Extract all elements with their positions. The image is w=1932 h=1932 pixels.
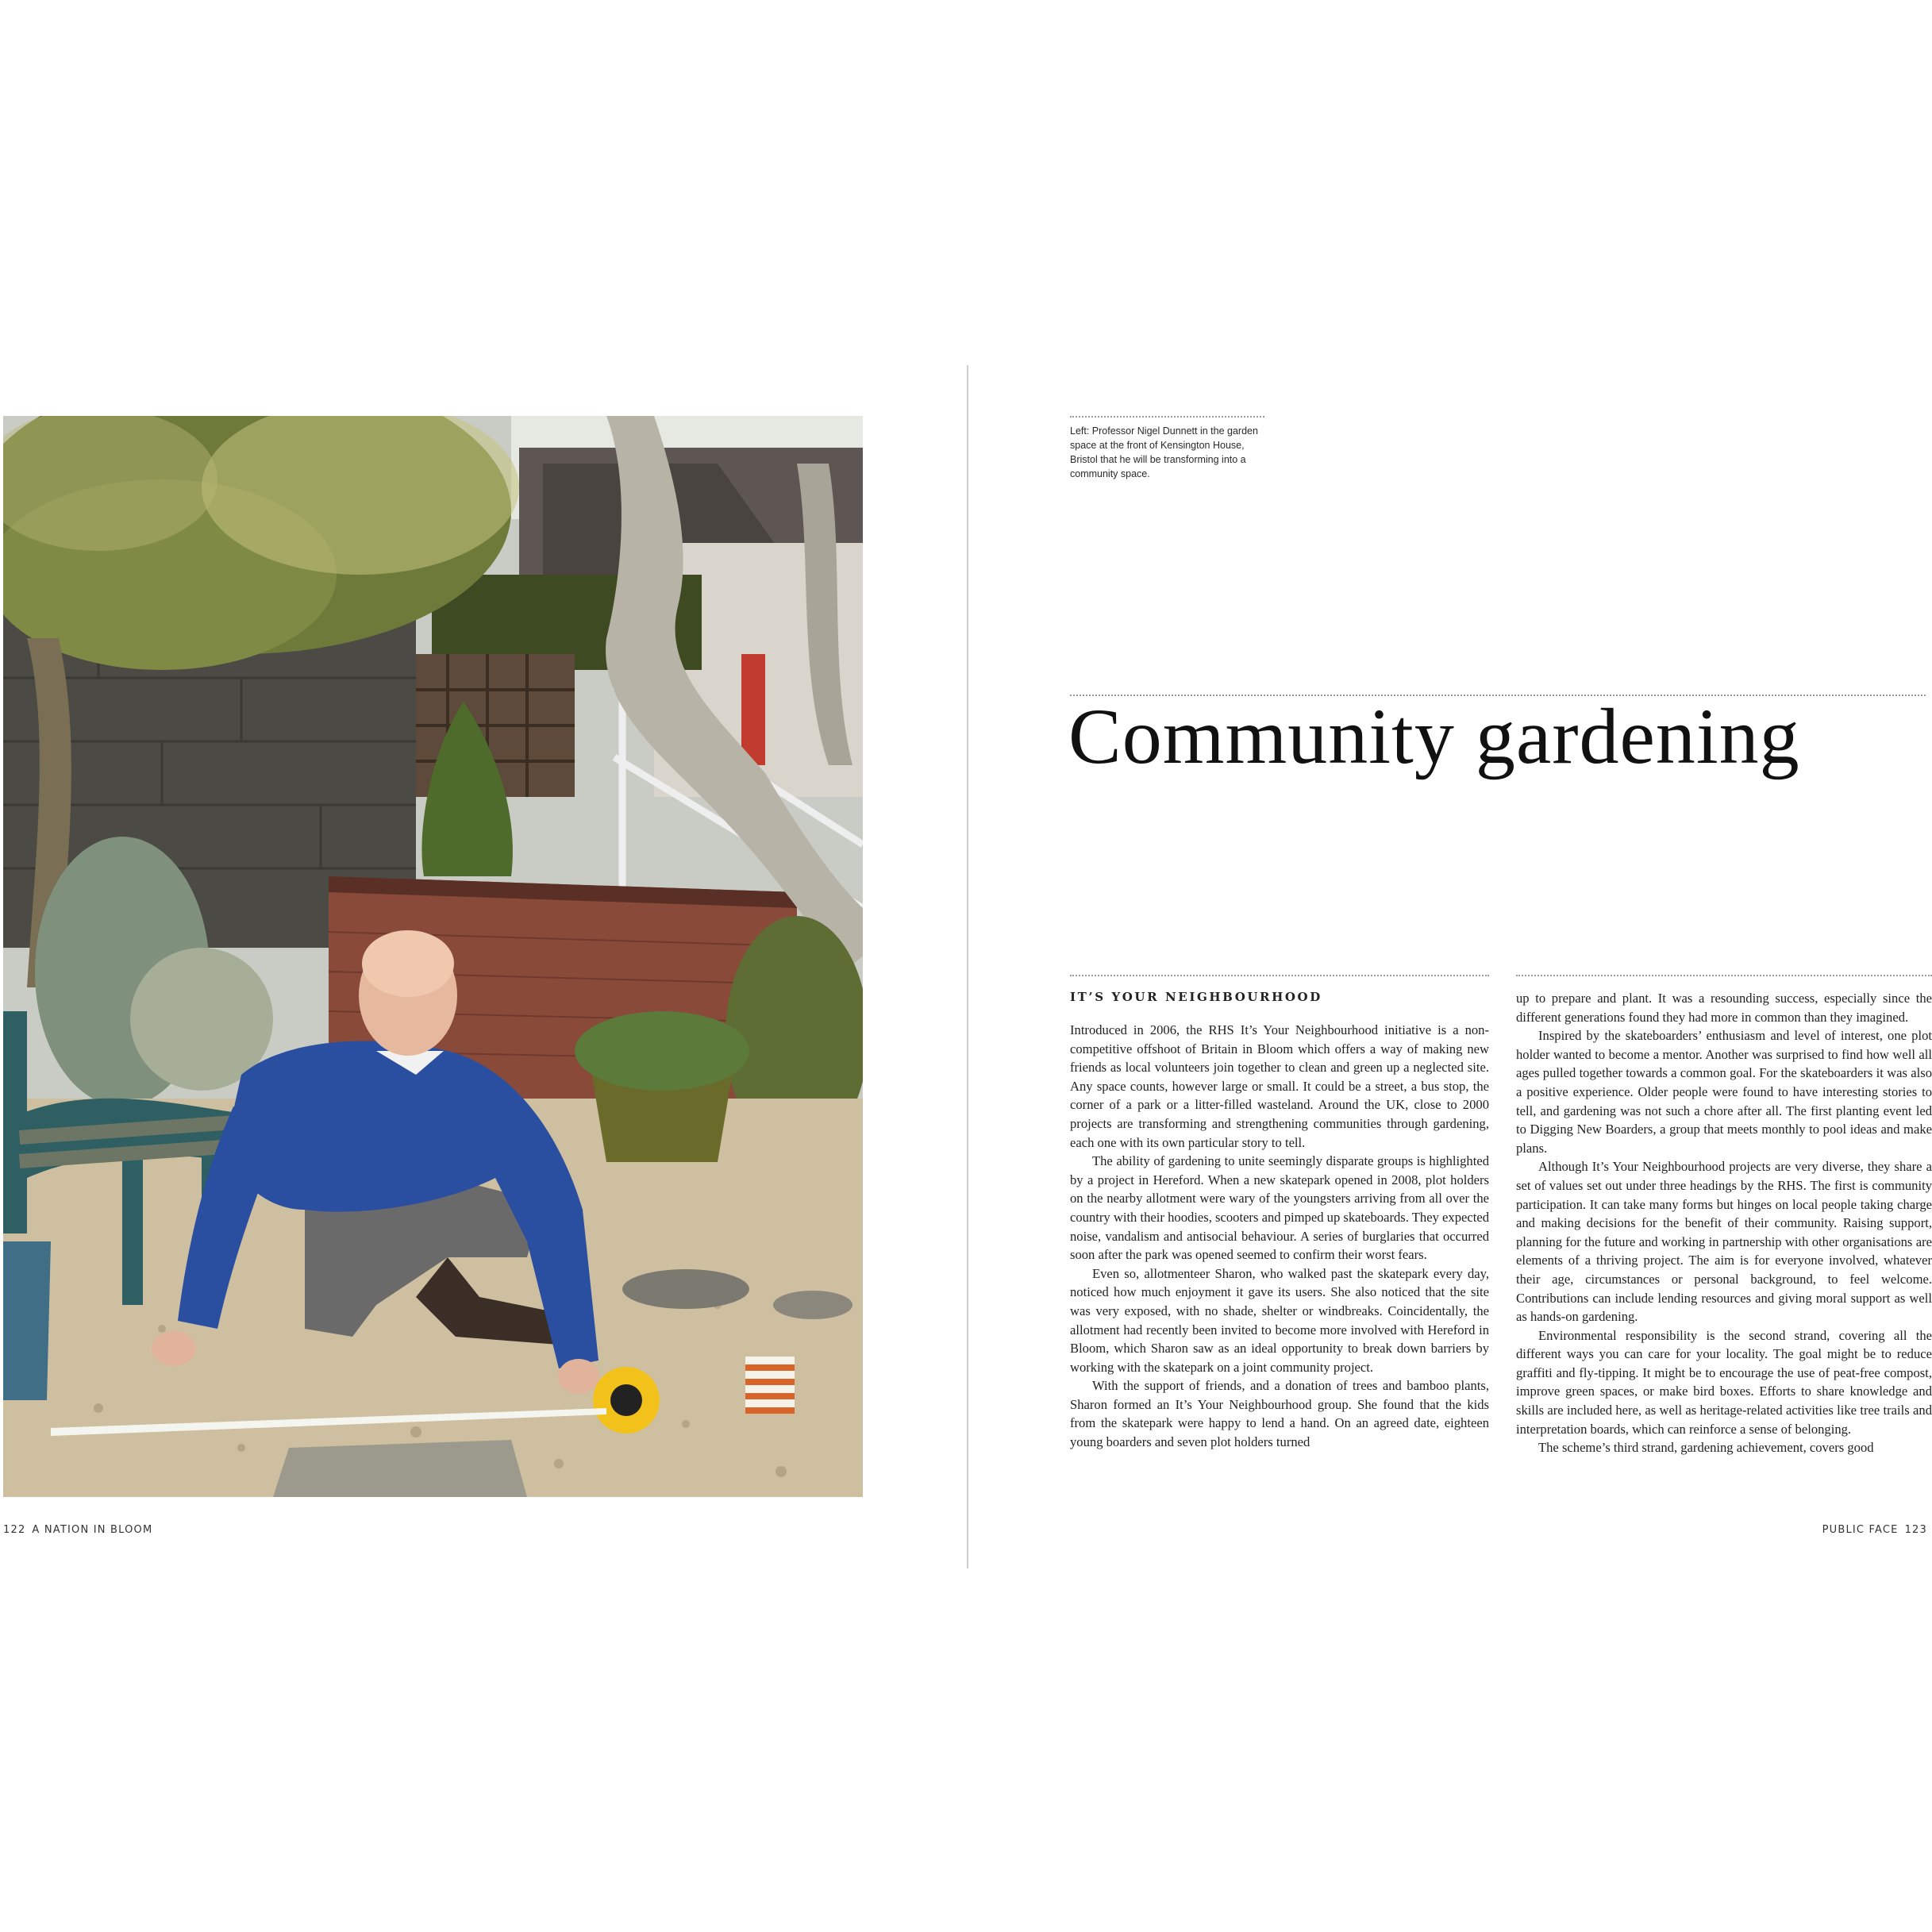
page-headline: Community gardening bbox=[1068, 692, 1800, 780]
paragraph: Inspired by the skateboarders’ enthusiasm and level of interest, one plot holder wanted to become a mentor. Another was surprised to find how well all ages pulled together towards a common goal. For the skateboarders it was also a positive experience. Older people were found to have interesting stories to tell, and gardening was not such a chore after all. The first planting event led to Digging New Boarders, a group that meets monthly to pool ideas and make plans. bbox=[1516, 1028, 1932, 1156]
garden-photo-illustration bbox=[3, 416, 863, 1497]
body-column-2 bbox=[1516, 975, 1932, 1457]
paragraph: The ability of gardening to unite seemingly disparate groups is highlighted by a project in Hereford. When a new skatepark opened in 2008, plot holders on the nearby allotment were wary of the youngsters arriving from all over the country with their hoodies, scooters and pimped up skateboards. They expected noise, vandalism and antisocial behaviour. A series of burglaries that occurred soon after the park was opened seemed to confirm their worst fears. bbox=[1070, 1153, 1489, 1263]
folio-left bbox=[3, 1524, 152, 1536]
paragraph: up to prepare and plant. It was a resounding success, especially since the different generations found they had more in common than they imagined. bbox=[1516, 991, 1932, 1025]
body-column-1 bbox=[1070, 975, 1489, 1452]
page-number-left: 122 bbox=[3, 1524, 26, 1536]
running-head-right: PUBLIC FACE bbox=[1822, 1524, 1899, 1536]
paragraph: Although It’s Your Neighbourhood projects are very diverse, they share a set of values set out under three headings by the RHS. The first is community participation. It can take many forms but hinges on local people taking charge and making decisions for the benefit of their community. Raising support, planning for the future and working in partnership with other organisations are elements of a thriving project. The aim is for everyone involved, whatever their age, circumstances or personal background, to feel welcome. Contributions can include lending resources and giving moral support as well as hands-on gardening. bbox=[1516, 1159, 1932, 1325]
caption-text: Left: Professor Nigel Dunnett in the garden space at the front of Kensington House, Bristol that he will be transforming into a community space. bbox=[1070, 425, 1258, 479]
garden-photo bbox=[3, 416, 863, 1497]
column-1-rule bbox=[1070, 975, 1489, 976]
page-number-right: 123 bbox=[1904, 1524, 1927, 1536]
folio-right bbox=[1822, 1524, 1927, 1536]
running-head-left: A NATION IN BLOOM bbox=[32, 1524, 153, 1536]
paragraph: The scheme’s third strand, gardening achievement, covers good bbox=[1538, 1440, 1874, 1456]
photo-caption bbox=[1070, 416, 1264, 481]
page-gutter bbox=[967, 365, 968, 1568]
section-subhead: IT’S YOUR NEIGHBOURHOOD bbox=[1070, 990, 1322, 1004]
paragraph: Introduced in 2006, the RHS It’s Your Neighbourhood initiative is a non-competitive offshoot of Britain in Bloom which offers a way of making new friends as local volunteers join together to clean and green up a neglected site. Any space counts, however large or small. It could be a street, a bus stop, the corner of a park or a litter-filled wasteland. Around the UK, close to 2000 projects are transforming and strengthening communities through gardening, each one with its own particular story to tell. bbox=[1070, 1022, 1489, 1150]
caption-rule bbox=[1070, 416, 1264, 418]
paragraph: Environmental responsibility is the second strand, covering all the different ways you can care for your locality. The goal might be to reduce graffiti and fly-tipping. It might be to encourage the use of peat-free compost, improve green spaces, or make bird boxes. Efforts to share knowledge and skills are included here, as well as heritage-related activities like tree trails and interpretation boards, which can reinforce a sense of belonging. bbox=[1516, 1327, 1932, 1437]
paragraph: With the support of friends, and a donation of trees and bamboo plants, Sharon formed an It’s Your Neighbourhood group. She found that the kids from the skatepark were happy to lend a hand. On an agreed date, eighteen young boarders and seven plot holders turned bbox=[1070, 1378, 1489, 1450]
paragraph: Even so, allotmenteer Sharon, who walked past the skatepark every day, noticed how much enjoyment it gave its users. She also noticed that the site was very exposed, with no shade, shelter or windbreaks. Coincidentally, the allotment had recently been invited to become more involved with Hereford in Bloom, which Sharon saw as an ideal opportunity to break down barriers by working with the skatepark on a joint community project. bbox=[1070, 1265, 1489, 1375]
column-2-rule bbox=[1516, 975, 1932, 976]
